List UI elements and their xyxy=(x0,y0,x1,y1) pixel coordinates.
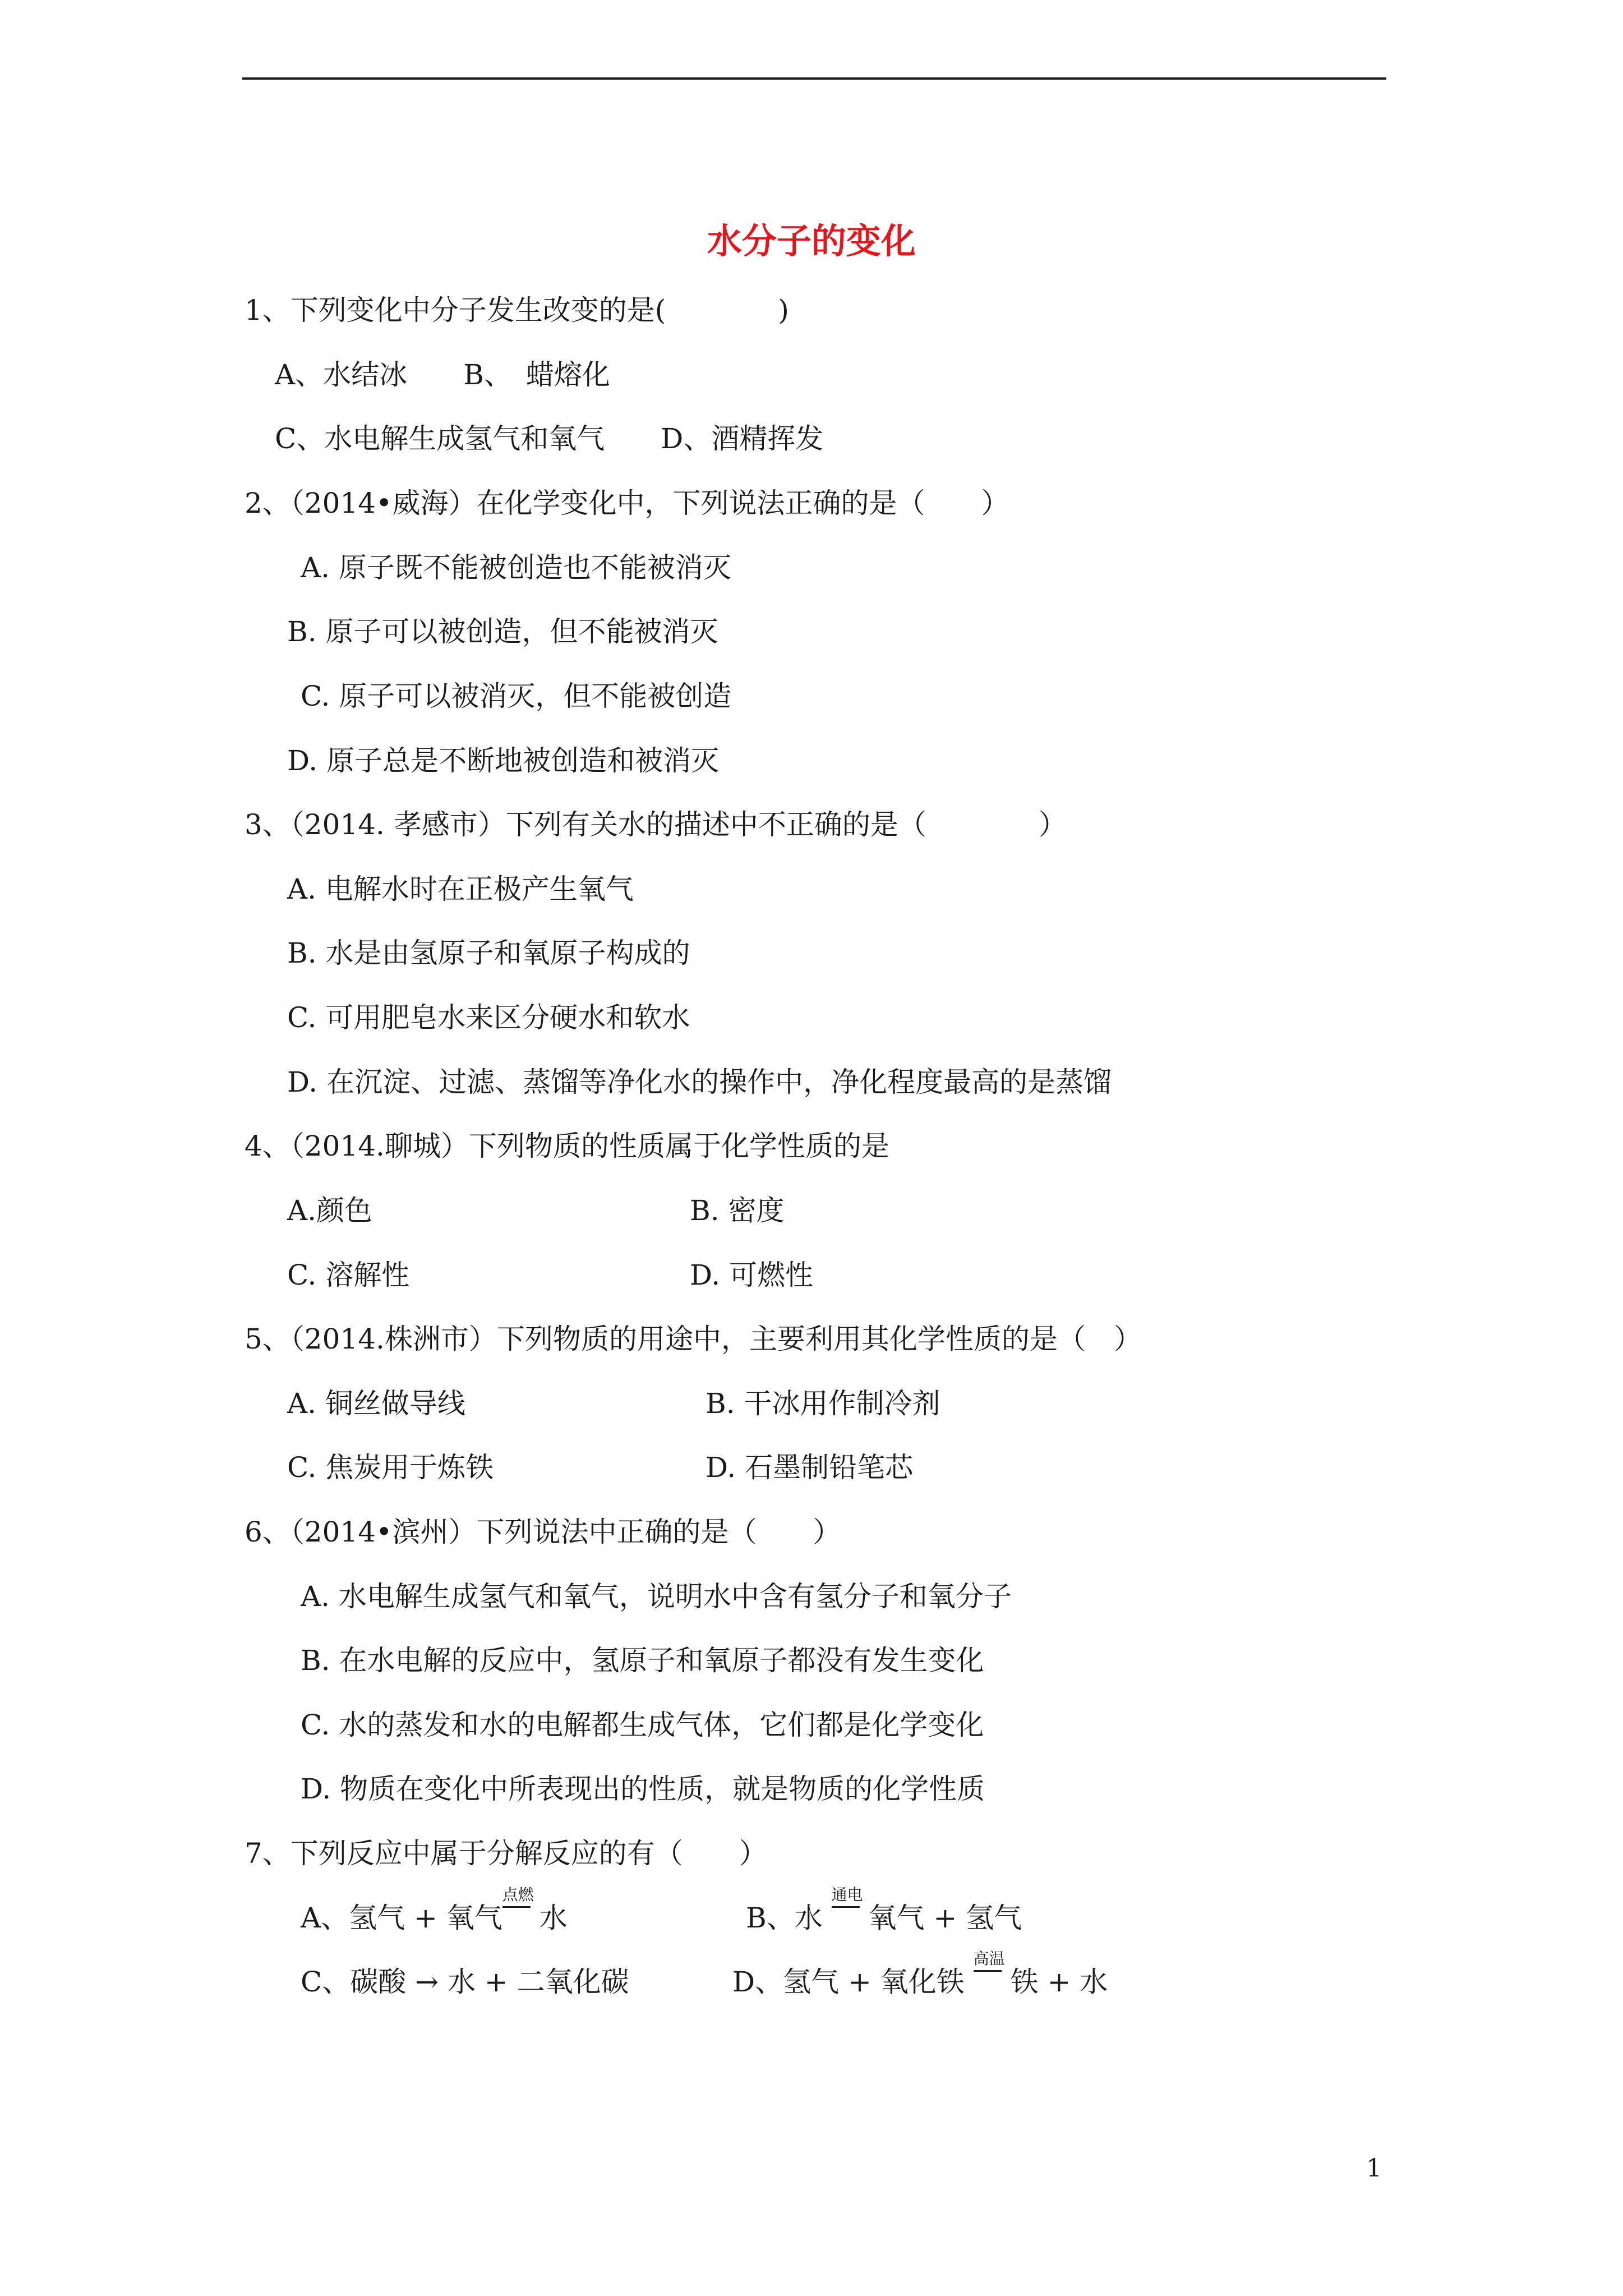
q6-option-a: A. 水电解生成氢气和氧气，说明水中含有氢分子和氧分子 xyxy=(301,1580,1012,1613)
q5-option-c: C. 焦炭用于炼铁 xyxy=(287,1451,494,1484)
q4-option-a: A.颜色 xyxy=(287,1194,373,1227)
page-number: 1 xyxy=(1366,2154,1382,2183)
q1-options-row2: C、水电解生成氢气和氧气 D、酒精挥发 xyxy=(275,422,824,455)
q7-b-condition xyxy=(831,1885,863,1932)
q6-option-b: B. 在水电解的反应中，氢原子和氧原子都没有发生变化 xyxy=(301,1644,984,1677)
q3-option-a: A. 电解水时在正极产生氧气 xyxy=(287,873,634,905)
q5-option-b: B. 干冰用作制冷剂 xyxy=(706,1387,940,1420)
q4-option-c: C. 溶解性 xyxy=(287,1259,410,1291)
q7-a-reactants: A、氢气 + 氧气 xyxy=(301,1902,502,1934)
q2-option-c: C. 原子可以被消灭，但不能被创造 xyxy=(301,680,732,712)
q7-a-products: 水 xyxy=(530,1902,568,1934)
q7-a-condition-label: 点燃 xyxy=(502,1885,534,1904)
q3-stem: 3、（2014. 孝感市）下列有关水的描述中不正确的是（ ） xyxy=(245,808,1067,841)
q4-option-b: B. 密度 xyxy=(690,1194,785,1227)
q7-d-reactants: D、氢气 + 氧化铁 xyxy=(732,1966,974,1998)
q3-option-c: C. 可用肥皂水来区分硬水和软水 xyxy=(287,1001,690,1034)
q7-d-condition-line xyxy=(974,1970,1002,1972)
q7-b-reactants: B、水 xyxy=(746,1902,832,1934)
q7-option-c: C、碳酸 → 水 + 二氧化碳 xyxy=(301,1966,629,1998)
q7-option-b xyxy=(746,1885,1022,1934)
q7-b-condition-line xyxy=(832,1906,860,1908)
q7-option-a xyxy=(301,1885,568,1934)
q7-d-condition-label: 高温 xyxy=(973,1949,1005,1968)
q2-option-b: B. 原子可以被创造，但不能被消灭 xyxy=(287,615,718,648)
q7-d-products: 铁 + 水 xyxy=(1001,1966,1108,1998)
q4-option-d: D. 可燃性 xyxy=(690,1259,814,1291)
page-title: 水分子的变化 xyxy=(707,220,916,261)
q5-option-d: D. 石墨制铅笔芯 xyxy=(706,1451,914,1484)
q7-d-condition xyxy=(973,1949,1005,1996)
q7-a-condition xyxy=(502,1885,534,1932)
q7-b-condition-label: 通电 xyxy=(831,1885,863,1904)
q7-a-condition-line xyxy=(502,1906,531,1908)
q4-stem: 4、（2014.聊城）下列物质的性质属于化学性质的是 xyxy=(245,1130,889,1162)
q2-option-d: D. 原子总是不断地被创造和被消灭 xyxy=(287,744,720,777)
q7-b-products: 氧气 + 氢气 xyxy=(859,1902,1022,1934)
header-rule xyxy=(242,77,1386,80)
q5-stem: 5、（2014.株洲市）下列物质的用途中，主要利用其化学性质的是（ ） xyxy=(245,1323,1142,1355)
q3-option-b: B. 水是由氢原子和氧原子构成的 xyxy=(287,937,690,969)
q2-option-a: A. 原子既不能被创造也不能被消灭 xyxy=(301,551,731,584)
q6-stem: 6、（2014•滨州）下列说法中正确的是（ ） xyxy=(245,1516,841,1548)
q2-stem: 2、（2014•威海）在化学变化中，下列说法正确的是（ ） xyxy=(245,487,1009,519)
q7-stem: 7、下列反应中属于分解反应的有（ ） xyxy=(245,1837,767,1870)
q3-option-d: D. 在沉淀、过滤、蒸馏等净化水的操作中，净化程度最高的是蒸馏 xyxy=(287,1066,1112,1098)
q6-option-d: D. 物质在变化中所表现出的性质，就是物质的化学性质 xyxy=(301,1773,985,1805)
q1-options-row1: A、水结冰 B、 蜡熔化 xyxy=(275,358,610,391)
q1-stem: 1、下列变化中分子发生改变的是( ) xyxy=(245,294,789,326)
q6-option-c: C. 水的蒸发和水的电解都生成气体，它们都是化学变化 xyxy=(301,1709,984,1741)
q5-option-a: A. 铜丝做导线 xyxy=(287,1387,465,1420)
q7-option-d xyxy=(732,1949,1108,1998)
